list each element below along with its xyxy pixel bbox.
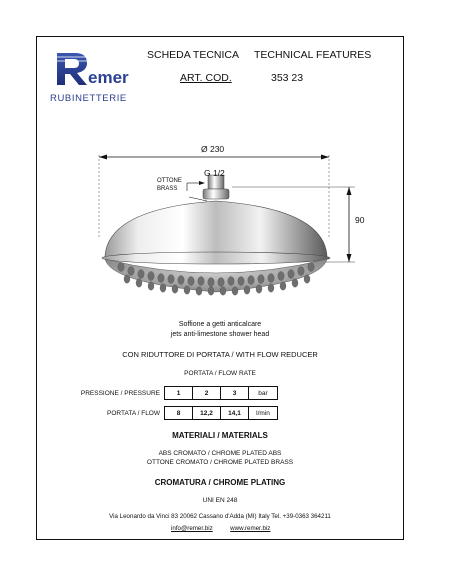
footer-website-link[interactable]: www.remer.biz [230, 525, 271, 532]
table-row [55, 407, 278, 420]
logo-word-text: emer [88, 68, 129, 87]
footer-address: Via Leonardo da Vinci 83 20062 Cassano d'Adda (MI) Italy Tel. +39-0363 364211 [109, 513, 331, 520]
flow-unit: l/min [249, 407, 278, 420]
table-row [55, 387, 278, 400]
title-italian: SCHEDA TECNICA [147, 49, 239, 61]
flow-value-1: 8 [165, 407, 193, 420]
materials-line-2: OTTONE CROMATO / CHROME PLATED BRASS [146, 459, 294, 466]
thread-label: G 1/2 [204, 168, 225, 178]
technical-sheet [36, 36, 404, 540]
plating-standard: UNI EN 248 [202, 497, 238, 504]
shower-head-drawing [87, 137, 367, 297]
footer-email-link[interactable]: info@remer.biz [171, 525, 213, 532]
art-code-value: 353 23 [271, 72, 304, 84]
flow-value-2: 12,2 [193, 407, 221, 420]
plating-title: CROMATURA / CHROME PLATING [154, 478, 286, 487]
material-note-brass-en: BRASS [157, 186, 178, 192]
pressure-label: PRESSIONE / PRESSURE [80, 389, 160, 397]
pressure-value-1: 1 [165, 387, 193, 400]
material-note-brass-it: OTTONE [157, 178, 182, 184]
remer-logo [55, 47, 145, 87]
flow-label: PORTATA / FLOW [107, 409, 160, 417]
pressure-value-2: 2 [193, 387, 221, 400]
flow-reducer-note: CON RIDUTTORE DI PORTATA / WITH FLOW REDUCER [122, 350, 318, 359]
pressure-unit: bar [249, 387, 278, 400]
art-code-label: ART. COD. [180, 72, 232, 84]
pressure-value-3: 3 [221, 387, 249, 400]
materials-title: MATERIALI / MATERIALS [172, 431, 268, 440]
description-english: jets anti-limestone shower head [170, 331, 270, 338]
diameter-label: Ø 230 [201, 144, 225, 154]
description-italian: Soffione a getti anticalcare [178, 321, 262, 328]
flow-value-3: 14,1 [221, 407, 249, 420]
title-english: TECHNICAL FEATURES [254, 49, 372, 61]
flow-rate-table [55, 386, 278, 420]
footer-contacts [171, 525, 270, 532]
materials-line-1: ABS CROMATO / CHROME PLATED ABS [158, 450, 282, 457]
logo-subtitle: RUBINETTERIE [50, 93, 127, 104]
flow-table-title: PORTATA / FLOW RATE [184, 370, 256, 377]
height-label: 90 [355, 215, 365, 225]
